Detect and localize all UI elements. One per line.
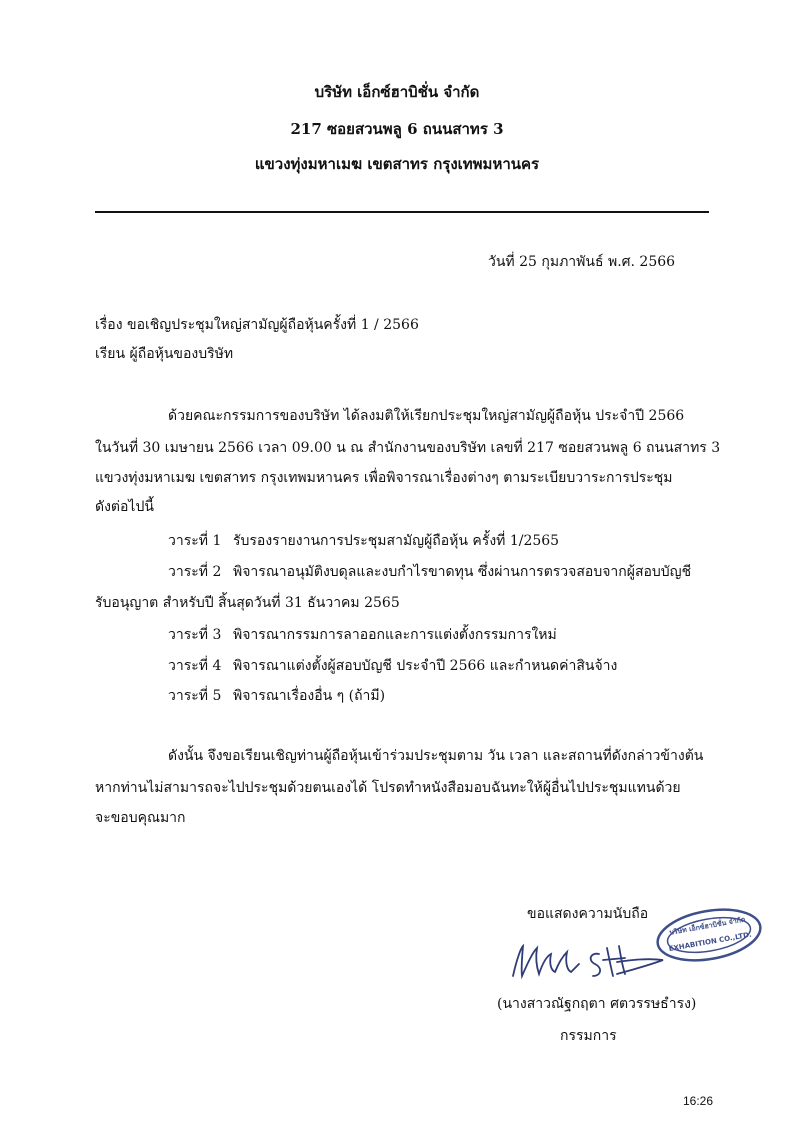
regards-text: ขอแสดงความนับถือ [527, 906, 649, 922]
address-line-1: 217 ซอยสวนพลู 6 ถนนสาทร 3 [290, 120, 504, 138]
letter-subject: เรื่อง ขอเชิญประชุมใหญ่สามัญผู้ถือหุ้นครั้งที่ 1 / 2566 [95, 317, 419, 333]
agenda-number: วาระที่ 4 [168, 658, 222, 674]
body-line-2: ในวันที่ 30 เมษายน 2566 เวลา 09.00 น ณ สำนักงานของบริษัท เลขที่ 217 ซอยสวนพลู 6 ถนนสาทร 3 [95, 440, 721, 456]
agenda-item: พิจารณากรรมการลาออกและการแต่งตั้งกรรมการใหม่ [233, 627, 557, 643]
agenda-number: วาระที่ 2 [168, 564, 222, 580]
seal-text-bottom: EXHABITION CO.,LTD. [668, 930, 753, 954]
signatory-name: (นางสาวณัฐกฤตา ศตวรรษธำรง) [497, 996, 697, 1012]
agenda-number: วาระที่ 5 [168, 688, 222, 704]
footer-timestamp: 16:26 [683, 1094, 714, 1108]
seal-text-top: บริษัท เอ็กซ์ฮาบิชั่น จำกัด [668, 915, 746, 937]
agenda-number: วาระที่ 3 [168, 627, 222, 643]
agenda-item: พิจารณาเรื่องอื่น ๆ (ถ้ามี) [233, 688, 386, 704]
letter-date: วันที่ 25 กุมภาพันธ์ พ.ศ. 2566 [488, 254, 676, 270]
agenda-item-continuation: รับอนุญาต สำหรับปี สิ้นสุดวันที่ 31 ธันวาคม 2565 [95, 595, 400, 611]
body-line-3: แขวงทุ่งมหาเมฆ เขตสาทร กรุงเทพมหานคร เพื่อพิจารณาเรื่องต่างๆ ตามระเบียบวาระการประชุม [95, 470, 673, 486]
closing-line-2: หากท่านไม่สามารถจะไปประชุมด้วยตนเองได้ โปรดทำหนังสือมอบฉันทะให้ผู้อื่นไปประชุมแทนด้วย [95, 780, 681, 796]
address-line-2: แขวงทุ่งมหาเมฆ เขตสาทร กรุงเทพมหานคร [254, 155, 540, 173]
signatory-title: กรรมการ [560, 1028, 617, 1044]
agenda-item: รับรองรายงานการประชุมสามัญผู้ถือหุ้น ครั้งที่ 1/2565 [233, 533, 560, 549]
body-line-4: ดังต่อไปนี้ [95, 499, 154, 515]
letter-recipient: เรียน ผู้ถือหุ้นของบริษัท [95, 346, 234, 362]
agenda-number: วาระที่ 1 [168, 533, 222, 549]
closing-line-1: ดังนั้น จึงขอเรียนเชิญท่านผู้ถือหุ้นเข้าร่วมประชุมตาม วัน เวลา และสถานที่ดังกล่าวข้างต้น [168, 748, 704, 764]
agenda-item: พิจารณาอนุมัติงบดุลและงบกำไรขาดทุน ซึ่งผ่านการตรวจสอบจากผู้สอบบัญชี [233, 564, 692, 580]
body-line-1: ด้วยคณะกรรมการของบริษัท ได้ลงมติให้เรียกประชุมใหญ่สามัญผู้ถือหุ้น ประจำปี 2566 [168, 408, 685, 424]
company-name: บริษัท เอ็กซ์ฮาบิชั่น จำกัด [314, 83, 480, 101]
closing-line-3: จะขอบคุณมาก [95, 810, 186, 826]
header-divider [95, 211, 709, 213]
agenda-item: พิจารณาแต่งตั้งผู้สอบบัญชี ประจำปี 2566 และกำหนดค่าสินจ้าง [233, 658, 618, 674]
signature [507, 938, 675, 986]
